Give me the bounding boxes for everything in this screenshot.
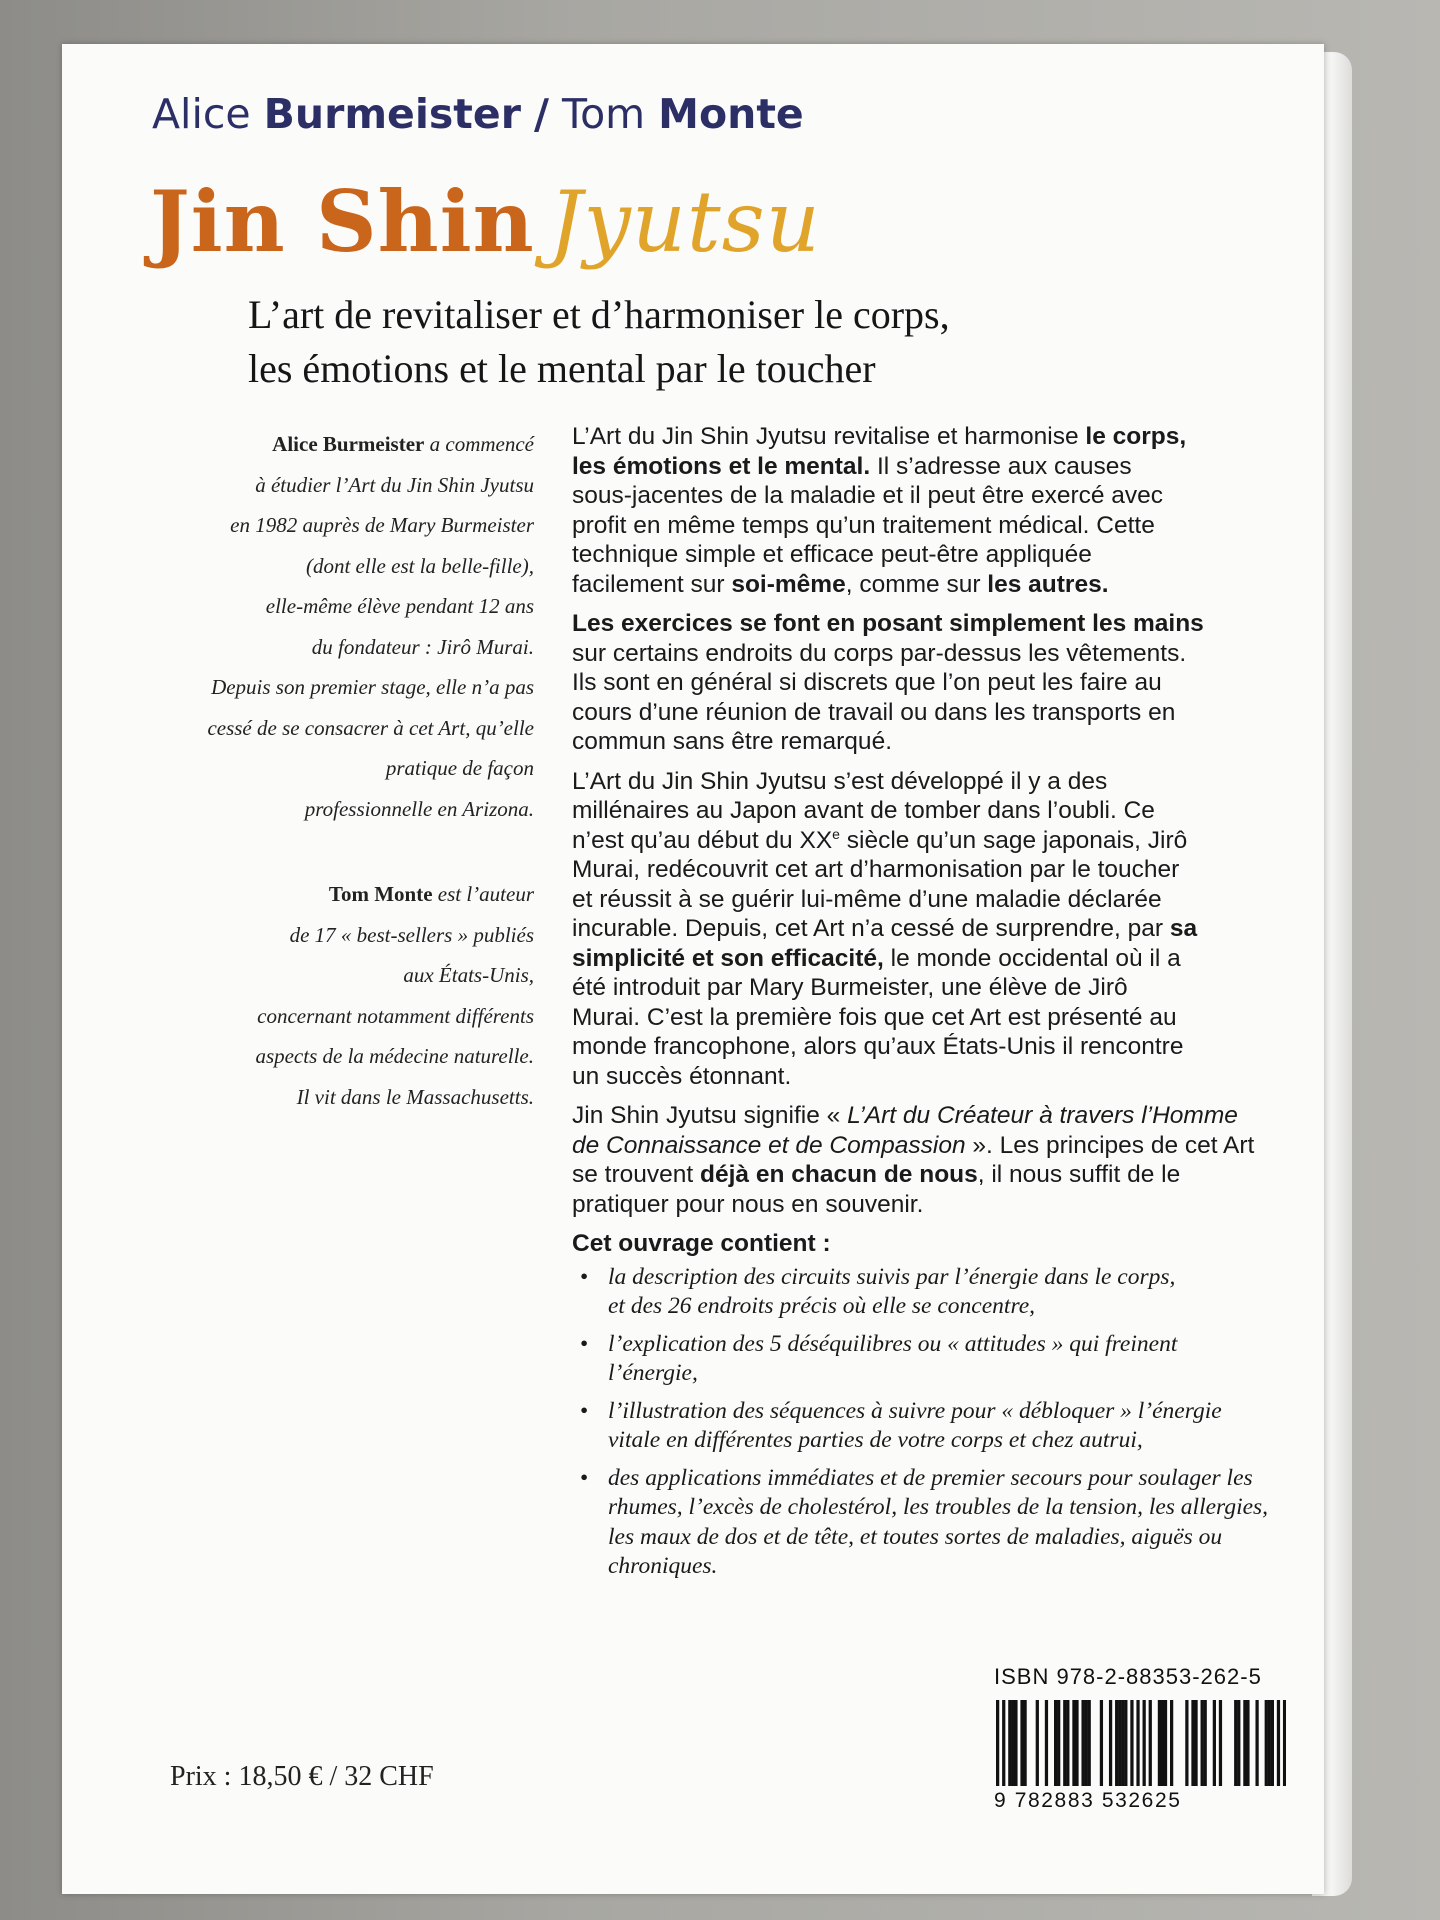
text-line: la description des circuits suivis par l’énergie dans le corps, <box>608 1263 1176 1290</box>
isbn-label: ISBN 978-2-88353-262-5 <box>994 1664 1262 1689</box>
barcode-bar <box>1023 1700 1026 1786</box>
contents-item <box>572 1330 1332 1389</box>
author1-first-name: Alice <box>152 90 251 138</box>
barcode-bar <box>1136 1700 1139 1786</box>
superscript: e <box>832 825 840 842</box>
barcode-bar <box>1045 1700 1048 1786</box>
barcode-bar <box>1121 1700 1124 1786</box>
barcode-bar <box>1100 1700 1103 1786</box>
text-line: des applications immédiates et de premier secours pour soulager les <box>608 1464 1253 1491</box>
bullet-icon: • <box>580 1397 589 1424</box>
barcode-bar <box>1130 1700 1133 1786</box>
barcode-bar <box>1036 1700 1039 1786</box>
text-line: été introduit par Mary Burmeister, une élève de Jirô <box>572 974 1128 1001</box>
text-line: sur certains endroits du corps par-dessus les vêtements. <box>572 639 1187 667</box>
barcode-bar <box>1255 1700 1258 1786</box>
barcode-bar <box>1057 1700 1060 1786</box>
barcode-bar <box>1014 1700 1017 1786</box>
text-line: Ils sont en général si discrets que l’on peut les faire au <box>572 669 1162 696</box>
barcode-bar <box>1265 1700 1268 1786</box>
barcode-bar <box>1158 1700 1161 1786</box>
text-run-italic: L’Art du Créateur à travers l’Homme <box>847 1102 1238 1129</box>
bio-line: pratique de façon <box>385 756 534 780</box>
text-run-italic: de Connaissance et de Compassion <box>572 1131 966 1159</box>
barcode-bar <box>1008 1700 1011 1786</box>
bio-line: cessé de se consacrer à cet Art, qu’elle <box>207 715 534 740</box>
barcode-bar <box>1204 1700 1207 1786</box>
barcode-bar <box>1194 1700 1197 1786</box>
barcode-bar <box>1081 1700 1084 1786</box>
barcode-bar <box>1219 1700 1222 1786</box>
bio-line: en 1982 auprès de Mary Burmeister <box>230 513 534 537</box>
contents-item <box>572 1464 1332 1582</box>
text-run-bold: Les exercices se font en posant simplement les mains <box>572 610 1204 637</box>
text-line: et des 26 endroits précis où elle se concentre, <box>608 1293 1036 1319</box>
bullet-icon: • <box>580 1464 589 1491</box>
text-line: sous-jacentes de la maladie et il peut être exercé avec <box>572 482 1164 509</box>
text-run: Jin Shin Jyutsu signifie « <box>572 1102 848 1129</box>
text-line: millénaires au Japon avant de tomber dans l’oubli. Ce <box>572 797 1155 824</box>
bio-line: concernant notamment différents <box>257 1003 534 1028</box>
barcode-bar <box>1066 1700 1069 1786</box>
barcode-bar <box>1246 1700 1249 1786</box>
subtitle-line: L’art de revitaliser et d’harmoniser le corps, <box>248 292 950 337</box>
main-description <box>572 422 1332 1590</box>
author-separator: / <box>533 90 549 138</box>
text-line: commun sans être remarqué. <box>572 728 892 755</box>
text-run: siècle qu’un sage japonais, Jirô <box>839 826 1188 854</box>
text-run: L’Art du Jin Shin Jyutsu revitalise et harmonise <box>572 423 1086 450</box>
bullet-icon: • <box>580 1330 589 1357</box>
barcode-bar <box>1109 1700 1112 1786</box>
text-run-bold: les émotions et le mental. <box>572 452 871 480</box>
barcode-bar <box>1170 1700 1173 1786</box>
text-line: l’explication des 5 déséquilibres ou « attitudes » qui freinent <box>608 1330 1178 1357</box>
barcode-bar <box>1124 1700 1127 1786</box>
price-label: Prix : 18,50 € / 32 CHF <box>170 1761 434 1792</box>
title-part1: Jin Shin <box>150 172 535 271</box>
barcode-bar <box>1143 1700 1146 1786</box>
bio-line: à étudier l’Art du Jin Shin Jyutsu <box>255 472 534 497</box>
barcode-bar <box>1237 1700 1240 1786</box>
bio-line: professionnelle en Arizona. <box>304 796 534 821</box>
barcode-bar <box>1118 1700 1121 1786</box>
text-line: l’énergie, <box>608 1360 698 1386</box>
bio-text: est l’auteur <box>432 882 534 906</box>
bio-line: aux États-Unis, <box>403 963 534 987</box>
barcode-bar <box>1020 1700 1023 1786</box>
text-line: chroniques. <box>608 1553 718 1579</box>
barcode-bar <box>1161 1700 1164 1786</box>
text-line: Murai, redécouvrit cet art d’harmonisation par le toucher <box>572 856 1180 883</box>
barcode-bar <box>1088 1700 1091 1786</box>
text-run-bold: soi-même <box>731 570 846 598</box>
contents-item <box>572 1263 1332 1322</box>
barcode-bar <box>1002 1700 1005 1786</box>
text-run-bold: simplicité et son efficacité, <box>572 944 884 972</box>
text-line: et réussit à se guérir lui-même d’une maladie déclarée <box>572 885 1162 913</box>
paragraph-exercises <box>572 609 1332 757</box>
text-run: incurable. Depuis, cet Art n’a cessé de surprendre, par <box>572 915 1170 942</box>
barcode-bar <box>1149 1700 1152 1786</box>
text-line: profit en même temps qu’un traitement médical. Cette <box>572 511 1155 539</box>
barcode-bar <box>1277 1700 1280 1786</box>
barcode-bar <box>1072 1700 1075 1786</box>
text-run: se trouvent <box>572 1161 701 1188</box>
barcode-bar <box>1201 1700 1204 1786</box>
text-line: monde francophone, alors qu’aux États-Unis il rencontre <box>572 1033 1184 1060</box>
text-run: facilement sur <box>572 570 732 598</box>
text-line: cours d’une réunion de travail ou dans les transports en <box>572 698 1176 726</box>
text-line: L’Art du Jin Shin Jyutsu s’est développé il y a des <box>572 767 1108 795</box>
barcode-digits: 9 782883 532625 <box>994 1789 1182 1812</box>
bio-line: aspects de la médecine naturelle. <box>255 1044 534 1068</box>
bio-line <box>152 874 534 915</box>
book-title <box>150 172 821 271</box>
author2-first-name: Tom <box>562 90 646 138</box>
contents-item <box>572 1397 1332 1456</box>
barcode <box>996 1700 1286 1786</box>
text-run-bold: sa <box>1169 915 1198 942</box>
barcode-bar <box>1085 1700 1088 1786</box>
text-run: ». Les principes de cet Art <box>965 1131 1255 1159</box>
text-run: , comme sur <box>845 570 988 598</box>
barcode-bar <box>1185 1700 1188 1786</box>
barcode-bar <box>1054 1700 1057 1786</box>
author1-last-name: Burmeister <box>263 90 521 138</box>
contents-list <box>572 1263 1332 1582</box>
paragraph-history <box>572 767 1332 1092</box>
author2-last-name: Monte <box>658 90 804 138</box>
subtitle-line: les émotions et le mental par le toucher <box>248 346 876 391</box>
bio-line: du fondateur : Jirô Murai. <box>311 634 534 659</box>
text-line: technique simple et efficace peut-être appliquée <box>572 541 1092 568</box>
contents-heading: Cet ouvrage contient : <box>572 1230 831 1257</box>
bio-alice-burmeister <box>152 424 534 829</box>
bio-line: Il vit dans le Massachusetts. <box>296 1084 534 1109</box>
bio-author-name: Alice Burmeister <box>272 432 425 456</box>
barcode-bar <box>1011 1700 1014 1786</box>
barcode-bar <box>996 1700 999 1786</box>
barcode-bar <box>1283 1700 1286 1786</box>
bio-tom-monte <box>152 874 534 1117</box>
text-run: le monde occidental où il a <box>883 944 1181 972</box>
bullet-icon: • <box>580 1263 589 1290</box>
barcode-bar <box>1271 1700 1274 1786</box>
bio-line: de 17 « best-sellers » publiés <box>289 922 534 947</box>
barcode-bar <box>1213 1700 1216 1786</box>
bio-line <box>152 424 534 465</box>
text-line: pratiquer pour nous en souvenir. <box>572 1190 924 1218</box>
barcode-bar <box>1164 1700 1167 1786</box>
text-run: n’est qu’au début du XX <box>572 826 833 854</box>
paragraph-intro <box>572 422 1332 599</box>
bio-line: elle-même élève pendant 12 ans <box>265 594 534 618</box>
text-run-bold: le corps, <box>1085 423 1187 450</box>
text-line: l’illustration des séquences à suivre pour « débloquer » l’énergie <box>608 1397 1222 1424</box>
bio-text: a commencé <box>424 432 534 456</box>
barcode-bar <box>1075 1700 1078 1786</box>
text-run-bold: déjà en chacun de nous <box>700 1161 978 1188</box>
bio-author-name: Tom Monte <box>328 882 433 906</box>
bio-line: (dont elle est la belle-fille), <box>305 553 534 578</box>
barcode-bar <box>1063 1700 1066 1786</box>
authors-line <box>152 90 804 138</box>
text-run-bold: les autres. <box>987 570 1109 598</box>
bio-line: Depuis son premier stage, elle n’a pas <box>211 675 534 699</box>
text-run: Il s’adresse aux causes <box>870 452 1132 480</box>
text-line: les maux de dos et de tête, et toutes sortes de maladies, aiguës ou <box>608 1523 1223 1550</box>
text-line: un succès étonnant. <box>572 1062 792 1090</box>
text-line: rhumes, l’excès de cholestérol, les troubles de la tension, les allergies, <box>608 1494 1269 1520</box>
barcode-bar <box>1243 1700 1246 1786</box>
paragraph-meaning <box>572 1101 1332 1219</box>
text-run: , il nous suffit de le <box>977 1161 1181 1188</box>
book-subtitle <box>248 288 1268 396</box>
barcode-bar <box>1268 1700 1271 1786</box>
text-line: vitale en différentes parties de votre corps et chez autrui, <box>608 1427 1143 1453</box>
title-part2: Jyutsu <box>548 173 821 271</box>
barcode-bar <box>1234 1700 1237 1786</box>
barcode-bar <box>1115 1700 1118 1786</box>
barcode-bar <box>1191 1700 1194 1786</box>
book-back-cover <box>62 44 1324 1894</box>
text-line: Murai. C’est la première fois que cet Art est présenté au <box>572 1003 1177 1031</box>
